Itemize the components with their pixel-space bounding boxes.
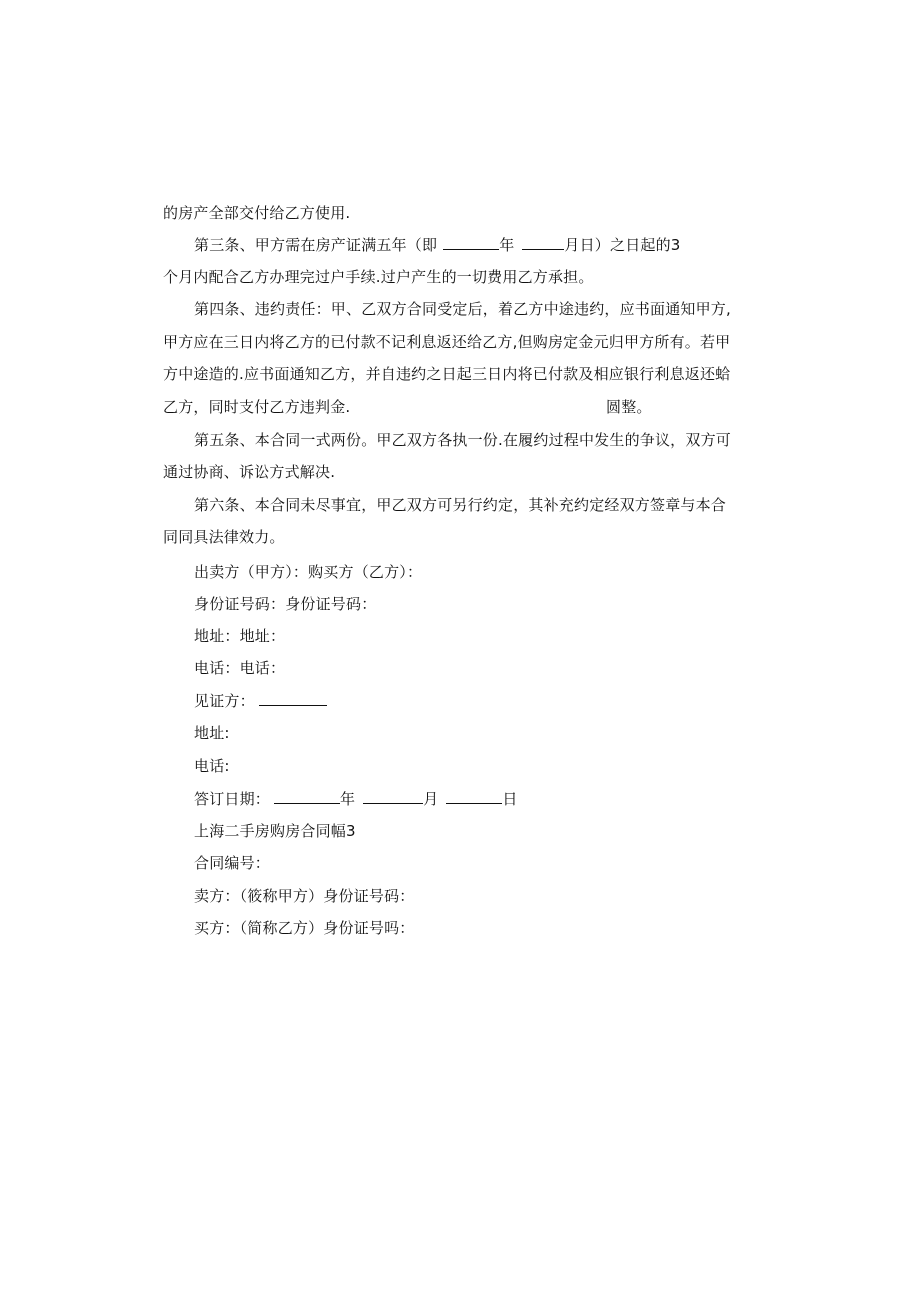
article-4-line-2	[163, 332, 730, 352]
article-5-line-2	[163, 462, 335, 482]
text: 答订日期：	[194, 790, 271, 808]
text: 通过协商、诉讼方式解决.	[163, 463, 336, 481]
text: 卖方：（筱称甲方）身份证号码：	[194, 887, 415, 905]
article-3-line-1	[194, 235, 681, 255]
text: 第五条、本合同一式两份。甲乙双方各执一份.在履约过程中发生的争议，双方可	[194, 431, 731, 449]
text: 第三条、甲方需在房产证满五年（即	[194, 236, 438, 254]
text: 见证方：	[194, 692, 255, 710]
text: 乙方，同时支付乙方违判金.	[163, 398, 351, 416]
buyer-line	[194, 918, 415, 938]
text: 圆整。	[606, 398, 652, 416]
witness-address	[194, 723, 230, 743]
paragraph-line	[163, 203, 350, 223]
next-contract-title	[194, 821, 356, 841]
text: 甲方应在三日内将乙方的已付款不记利息返还给乙方,但购房定金元归甲方所有。若甲	[163, 333, 731, 351]
signature-phones	[194, 658, 285, 678]
text: 第六条、本合同未尽事宜，甲乙双方可另行约定，其补充约定经双方签章与本合	[194, 496, 727, 514]
witness-line	[194, 691, 327, 711]
text: 第四条、违约责任：甲、乙双方合同受定后，着乙方中途违约，应书面通知甲方,	[194, 300, 731, 318]
article-6-line-2	[163, 527, 285, 547]
text: 地址：地址：	[194, 627, 286, 645]
article-5-line-1	[194, 430, 731, 450]
text: 方中途造的.应书面通知乙方，并自违约之日起三日内将已付款及相应银行利息返还蛤	[163, 365, 731, 383]
text: 月日）之日起的3	[564, 236, 681, 254]
text: 地址:	[194, 724, 230, 742]
text: 上海二手房购房合同幅3	[194, 822, 356, 840]
article-3-line-2	[163, 267, 594, 287]
text: 同同具法律效力。	[163, 528, 285, 546]
text: 年	[340, 790, 356, 808]
text: 日	[502, 790, 518, 808]
text: 出卖方（甲方）：购买方（乙方）：	[194, 563, 423, 581]
date-month-blank	[363, 789, 423, 804]
article-4-line-1	[194, 299, 731, 319]
article-6-line-1	[194, 495, 726, 515]
year-blank	[443, 235, 499, 250]
text: 个月内配合乙方办理完过户手续.过户产生的一切费用乙方承担。	[163, 268, 594, 286]
text: 电话：电话：	[194, 659, 286, 677]
text: 的房产全部交付给乙方使用.	[163, 204, 351, 222]
text: 月	[423, 790, 439, 808]
text: 买方：（简称乙方）身份证号吗：	[194, 919, 415, 937]
signing-date	[194, 789, 518, 809]
date-day-blank	[446, 789, 502, 804]
month-blank	[522, 235, 564, 250]
article-4-line-3	[163, 364, 730, 384]
text: 身份证号码：身份证号码：	[194, 595, 377, 613]
witness-phone	[194, 756, 230, 776]
contract-number	[194, 853, 270, 873]
signature-addresses	[194, 626, 285, 646]
date-year-blank	[274, 789, 340, 804]
signature-parties	[194, 562, 422, 582]
article-4-line-4-end	[606, 397, 652, 417]
signature-id-numbers	[194, 594, 376, 614]
text: 年	[499, 236, 515, 254]
text: 电话:	[194, 757, 230, 775]
text: 合同编号：	[194, 854, 271, 872]
witness-blank	[259, 691, 327, 706]
article-4-line-4	[163, 397, 350, 417]
seller-line	[194, 886, 415, 906]
